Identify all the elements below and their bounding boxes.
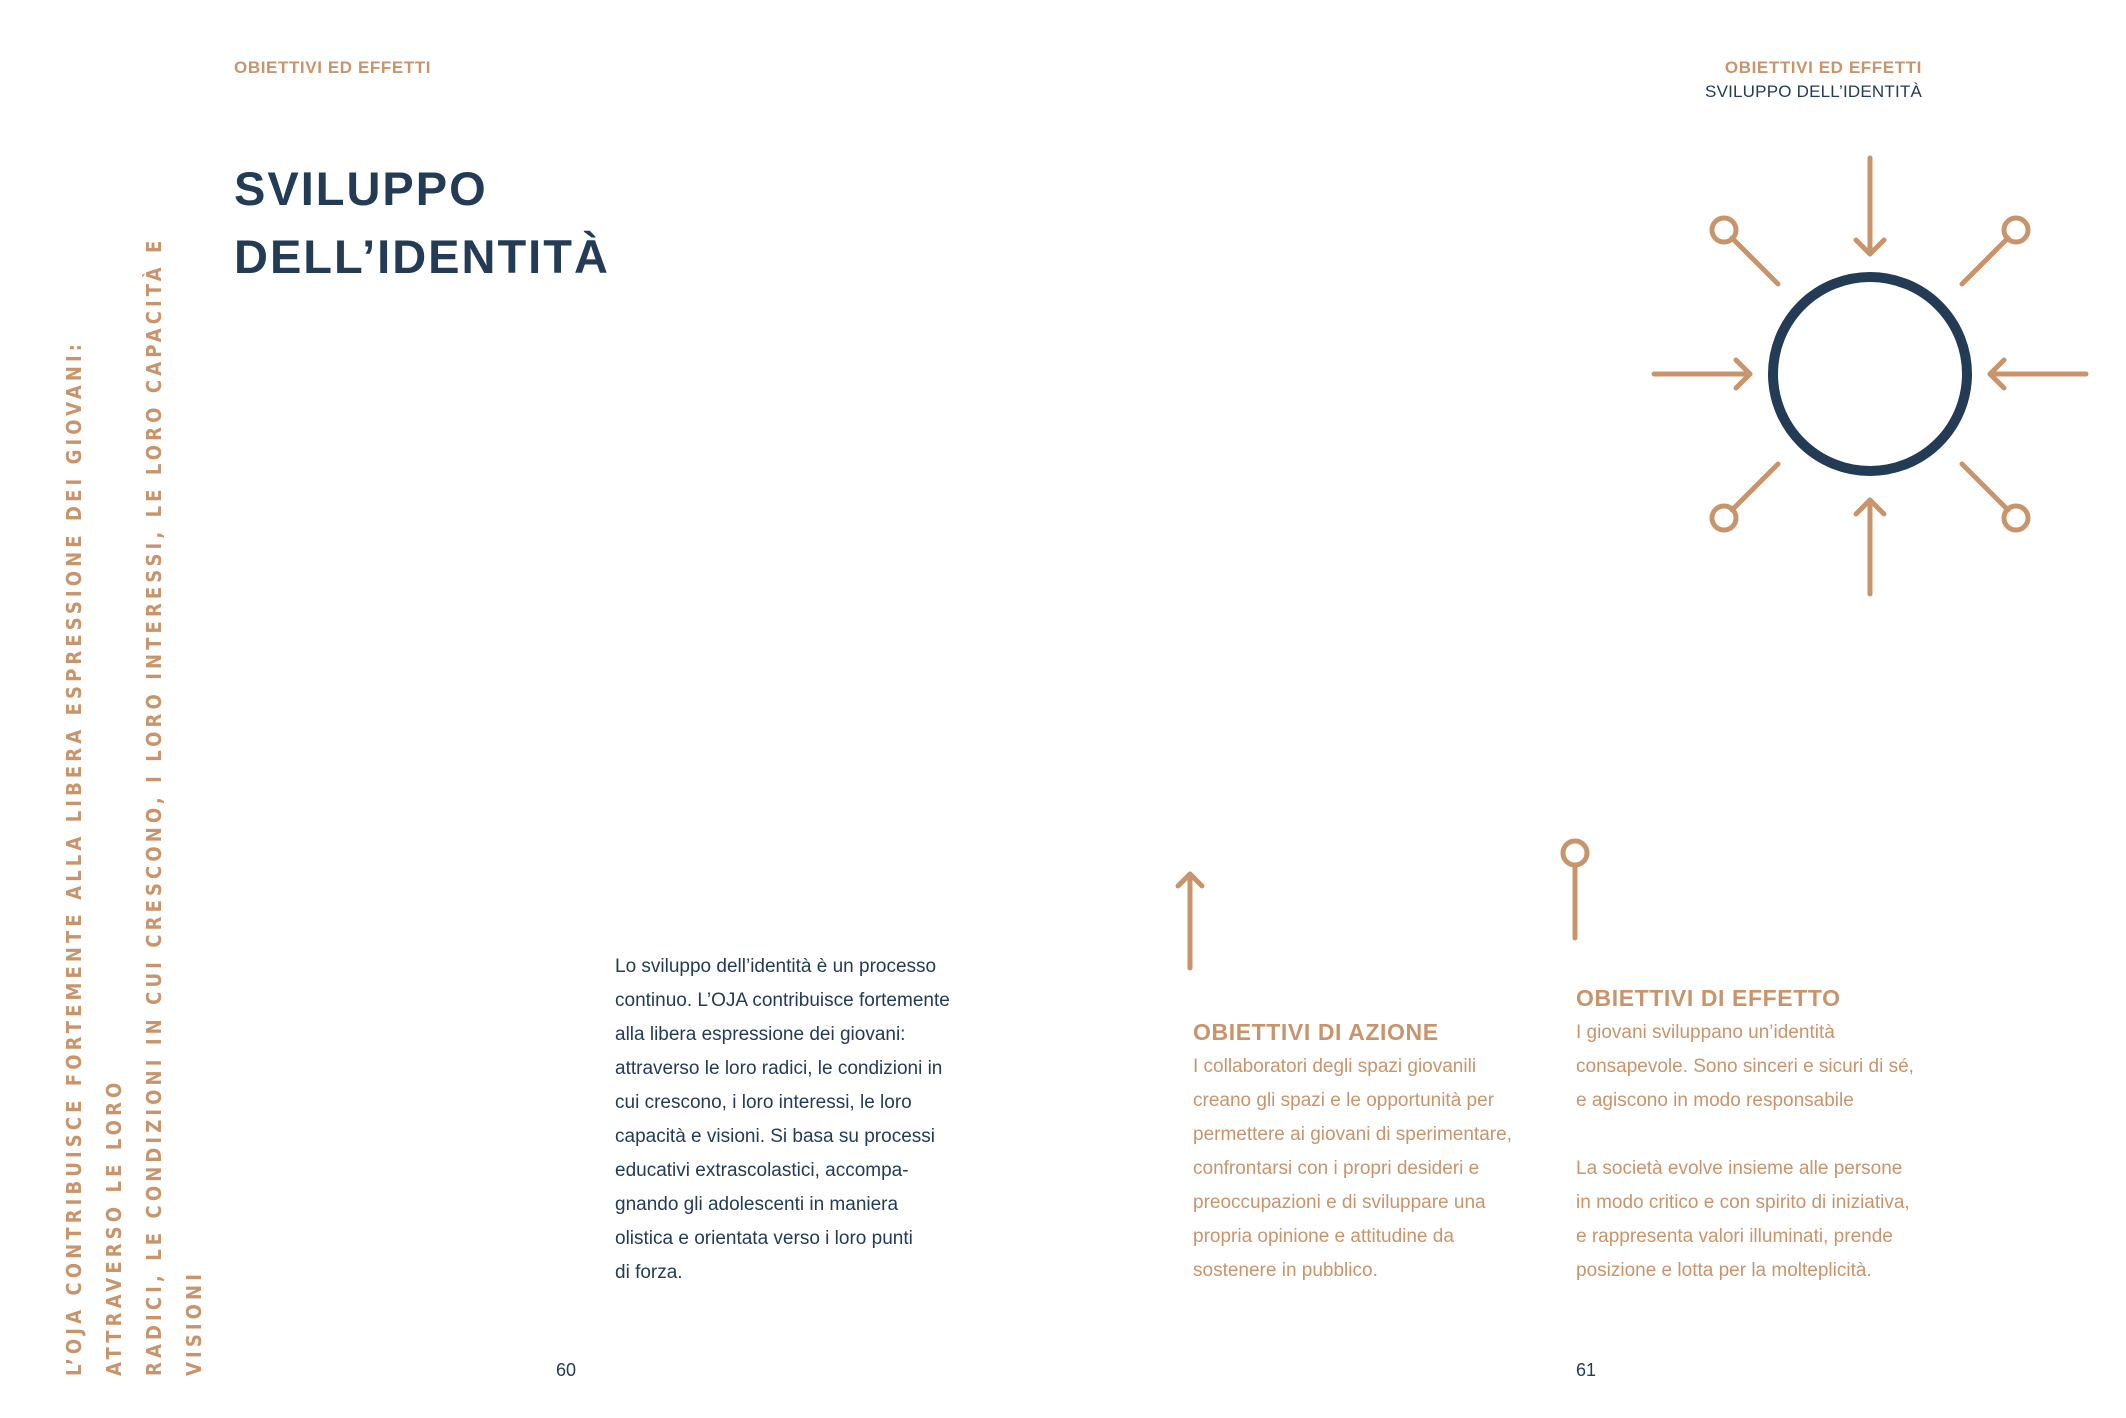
left-running-head: OBIETTIVI ED EFFETTI — [234, 58, 432, 77]
action-paragraph: I collaboratori degli spazi giovanili creano gli spazi e le opportunità per permettere ai giovani di sperimentare, confrontarsi con i propri desideri e preoccupazioni e di sviluppare una propria opinione e attitudine da sostenere in pubblico. — [1193, 1056, 1512, 1281]
effect-heading: OBIETTIVI DI EFFETTO — [1576, 985, 1841, 1011]
circle-with-arrows-and-pins-icon — [1640, 150, 2100, 610]
page-title — [234, 155, 610, 291]
effect-paragraph: I giovani sviluppano un’identità consapevole. Sono sinceri e sicuri di sé, e agiscono in modo responsabile La società evolve insieme alle persone in modo critico e con spirito di iniziativa, e rappresenta valori illuminati, prende posizione e lotta per la molteplicità. — [1576, 1022, 1914, 1281]
page-number-right: 61 — [1576, 1360, 1597, 1380]
side-quote-container — [54, 236, 206, 1376]
arrow-up-icon — [1175, 868, 1205, 972]
right-running-subhead: SVILUPPO DELL’IDENTITÀ — [1705, 82, 1922, 101]
page-number-left: 60 — [556, 1360, 577, 1380]
right-running-head: OBIETTIVI ED EFFETTI — [1724, 58, 1922, 77]
intro-paragraph: Lo sviluppo dell’identità è un processo continuo. L’OJA contribuisce fortemente alla libera espressione dei giovani: attraverso le loro radici, le condizioni in cui crescono, i loro interessi, le loro capacità e visioni. Si basa su processi educativi extrascolastici, accompa- gnando gli adolescenti in maniera olistica e orientata verso i loro punti di forza. — [615, 956, 950, 1283]
page-title-line-2: DELL’IDENTITÀ — [234, 230, 610, 283]
pin-icon — [1559, 836, 1591, 942]
page-title-line-1: SVILUPPO — [234, 162, 488, 215]
side-quote: L’OJA CONTRIBUISCE FORTEMENTE ALLA LIBERA ESPRESSIONE DEI GIOVANI: ATTRAVERSO LE LORO RADICI, LE CONDIZIONI IN CUI CRESCONO, I LORO INTERESSI, LE LORO CAPACITÀ E VISIONI — [62, 236, 206, 1376]
action-heading: OBIETTIVI DI AZIONE — [1193, 1019, 1439, 1045]
